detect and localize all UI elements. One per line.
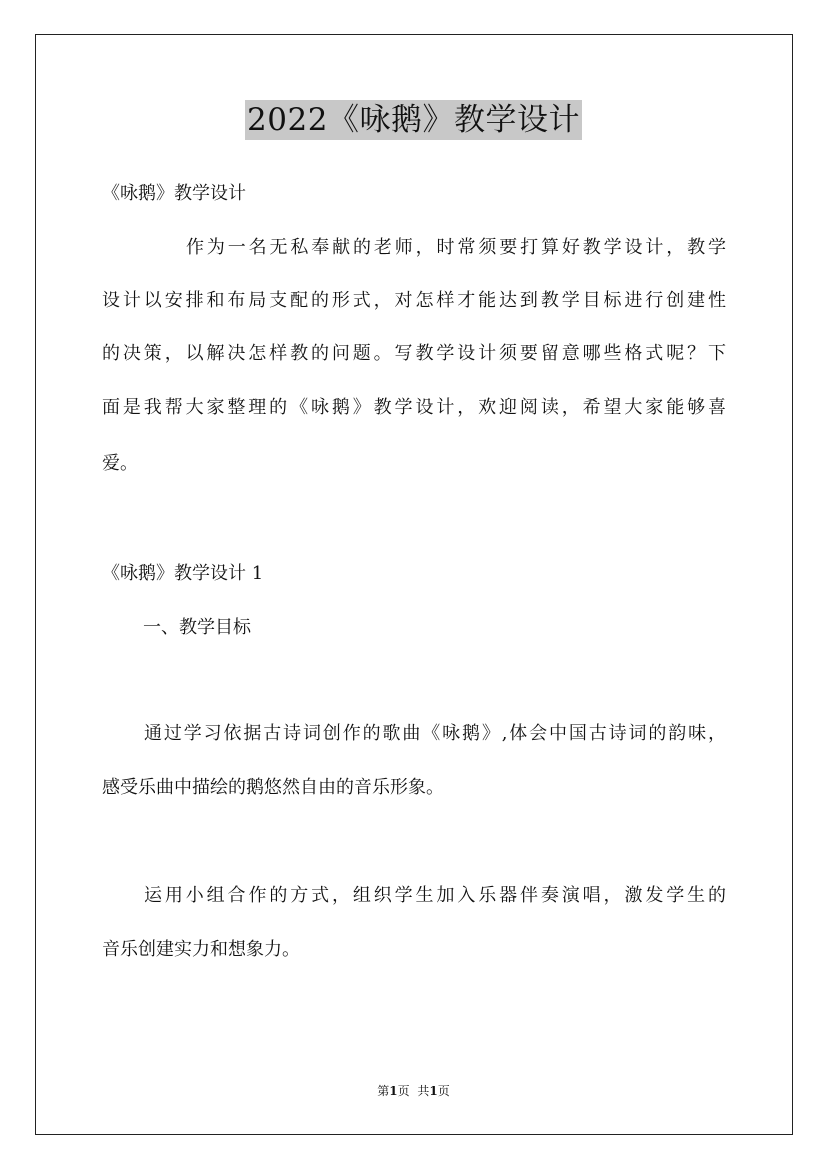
intro-line-4: 面是我帮大家整理的《咏鹅》教学设计，欢迎阅读，希望大家能够喜 — [102, 397, 726, 418]
goal1-line-1: 通过学习依据古诗词创作的歌曲《咏鹅》,体会中国古诗词的韵味， — [144, 723, 726, 744]
section-title: 《咏鹅》教学设计 1 — [102, 563, 264, 584]
footer-total-prefix: 共 — [417, 1084, 430, 1098]
intro-line-2: 设计以安排和布局支配的形式，对怎样才能达到教学目标进行创建性 — [102, 290, 726, 311]
footer-prefix: 第 — [377, 1084, 390, 1098]
intro-line-1: 作为一名无私奉献的老师，时常须要打算好教学设计，教学 — [186, 237, 726, 258]
goal2-line-1: 运用小组合作的方式，组织学生加入乐器伴奏演唱，激发学生的 — [144, 885, 726, 906]
intro-line-3: 的决策，以解决怎样教的问题。写教学设计须要留意哪些格式呢？下 — [102, 343, 726, 364]
page-footer — [0, 1083, 827, 1099]
section-heading: 一、教学目标 — [143, 617, 251, 638]
goal1-line-2: 感受乐曲中描绘的鹅悠然自由的音乐形象。 — [102, 777, 444, 798]
footer-page-number: 1 — [389, 1084, 398, 1098]
intro-line-5: 爱。 — [102, 453, 138, 474]
goal2-line-2: 音乐创建实力和想象力。 — [102, 939, 300, 960]
footer-total-unit: 页 — [437, 1084, 450, 1098]
footer-page-unit: 页 — [397, 1084, 410, 1098]
document-title: 2022《咏鹅》教学设计 — [247, 102, 580, 138]
footer-total-pages: 1 — [429, 1084, 438, 1098]
document-subtitle: 《咏鹅》教学设计 — [102, 183, 246, 204]
title-container — [0, 100, 827, 140]
